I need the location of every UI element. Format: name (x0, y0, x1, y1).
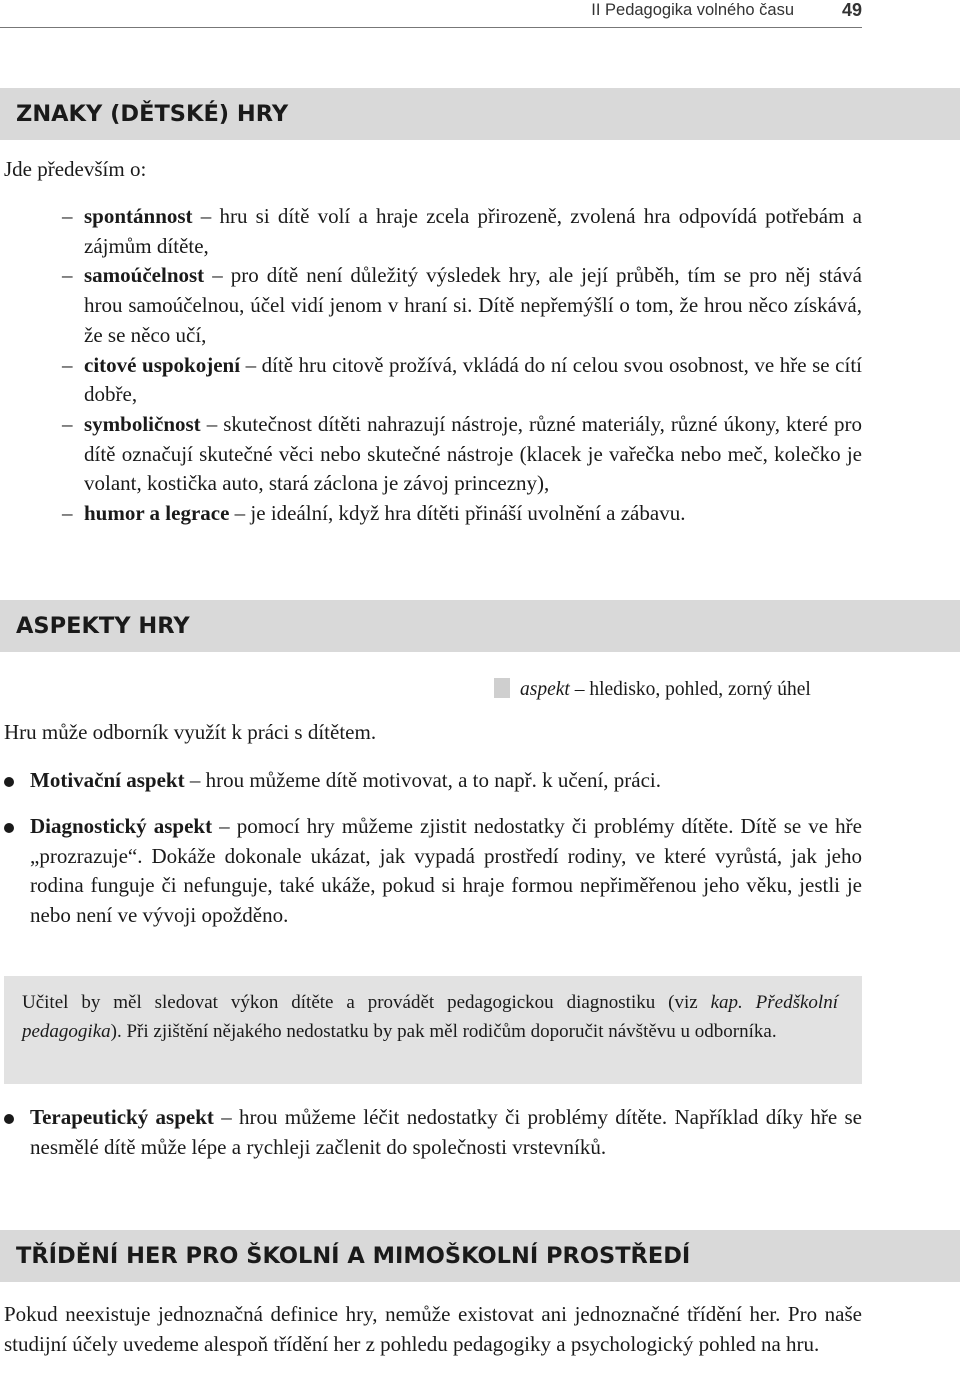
aspect-item-motivacni (4, 766, 862, 796)
section1-intro: Jde především o: (4, 157, 147, 181)
features-list (62, 202, 862, 529)
term-description: – je ideální, když hra dítěti přináší uvolnění a zábavu. (229, 501, 686, 526)
section3-paragraph: Pokud neexistuje jednoznačná definice hry, nemůže existovat ani jednoznačné třídění her. Pro naše studijní účely uvedeme alespoň třídění her z pohledu pedagogiky a psychologický pohled na hru. (4, 1302, 862, 1356)
aspect-text: – hrou můžeme léčit nedostatky či problémy dítěte. Například díky hře se nesmělé dítě může lépe a rychleji začlenit do společnosti vrstevníků. (30, 1105, 862, 1159)
note-reference: kap. Předškolní pedagogika (22, 992, 838, 1042)
running-head-title: II Pedagogika volného času (591, 1, 794, 19)
dash-marker: – (62, 352, 73, 377)
section-heading-znaky-hry: ZNAKY (DĚTSKÉ) HRY (0, 88, 960, 140)
list-item (62, 202, 862, 261)
aspect-term: Motivační aspekt (30, 768, 185, 792)
dash-marker: – (62, 204, 73, 228)
bullet-icon (4, 1114, 14, 1124)
term-description: – pro dítě není důležitý výsledek hry, ale její průběh, tím se pro něj stává hrou samoúčelnou, účel vidí jenom v hraní si. Dítě nepřemýšlí o tom, že hrou něco získává, že se něco učí, (84, 263, 862, 347)
note-text-after: ). Při zjištění nějakého nedostatku by pak měl rodičům doporučit návštěvu u odborníka. (110, 1021, 777, 1042)
aspect-text: – hrou můžeme dítě motivovat, a to např. k učení, práci. (184, 768, 662, 792)
dash-marker: – (62, 501, 73, 526)
aspect-term: Terapeutický aspekt (30, 1105, 214, 1129)
term: samoúčelnost (84, 263, 205, 288)
aspect-term: Diagnostický aspekt (30, 814, 213, 838)
margin-note-term: aspekt (520, 679, 570, 700)
margin-note (494, 678, 864, 701)
page-number: 49 (841, 0, 862, 20)
aspect-item-diagnosticky (4, 812, 862, 931)
aspect-item-terapeuticky (4, 1103, 862, 1162)
section-heading-trideni-her: TŘÍDĚNÍ HER PRO ŠKOLNÍ A MIMOŠKOLNÍ PROSTŘEDÍ (0, 1230, 960, 1282)
teacher-note-box (4, 976, 862, 1084)
note-square-icon (494, 678, 510, 698)
term: humor a legrace (84, 501, 230, 526)
margin-note-text: – hledisko, pohled, zorný úhel (569, 679, 811, 700)
term-description: – skutečnost dítěti nahrazují nástroje, různé materiály, různé úkony, které pro dítě označují skutečné věci nebo skutečné nástroje (klacek je vařečka nebo meč, kolečko je volant, kostička auto, stará záclona je závoj princezny), (84, 411, 862, 496)
note-text-before: Učitel by měl sledovat výkon dítěte a provádět pedagogickou diagnostiku (viz (22, 992, 711, 1013)
running-head (0, 0, 862, 28)
term: symboličnost (84, 411, 201, 436)
term-description: – hru si dítě volí a hraje zcela přirozeně, zvolená hra odpovídá potřebám a zájmům dítěte, (84, 204, 862, 258)
term-description: – dítě hru citově prožívá, vkládá do ní celou svou osobnost, ve hře se cítí dobře, (84, 352, 862, 407)
dash-marker: – (62, 263, 73, 288)
bullet-icon (4, 823, 14, 833)
list-item (62, 499, 862, 529)
section2-intro: Hru může odborník využít k práci s dítětem. (4, 720, 377, 744)
bullet-icon (4, 777, 14, 787)
aspect-text: – pomocí hry můžeme zjistit nedostatky či problémy dítěte. Dítě se ve hře „prozrazuje“. Dokáže dokonale ukázat, jak vypadá prostředí rodiny, ve které vyrůstá, jak jeho rodina funguje či nefunguje, také ukáže, pokud si hraje formou nepřiměřenou jeho věku, jestli je nebo není ve vývoji opožděno. (30, 814, 862, 928)
section-heading-aspekty-hry: ASPEKTY HRY (0, 600, 960, 652)
term: citové uspokojení (84, 352, 241, 377)
list-item (62, 351, 862, 410)
list-item (62, 261, 862, 350)
list-item (62, 410, 862, 499)
term: spontánnost (84, 204, 193, 228)
dash-marker: – (62, 411, 73, 436)
